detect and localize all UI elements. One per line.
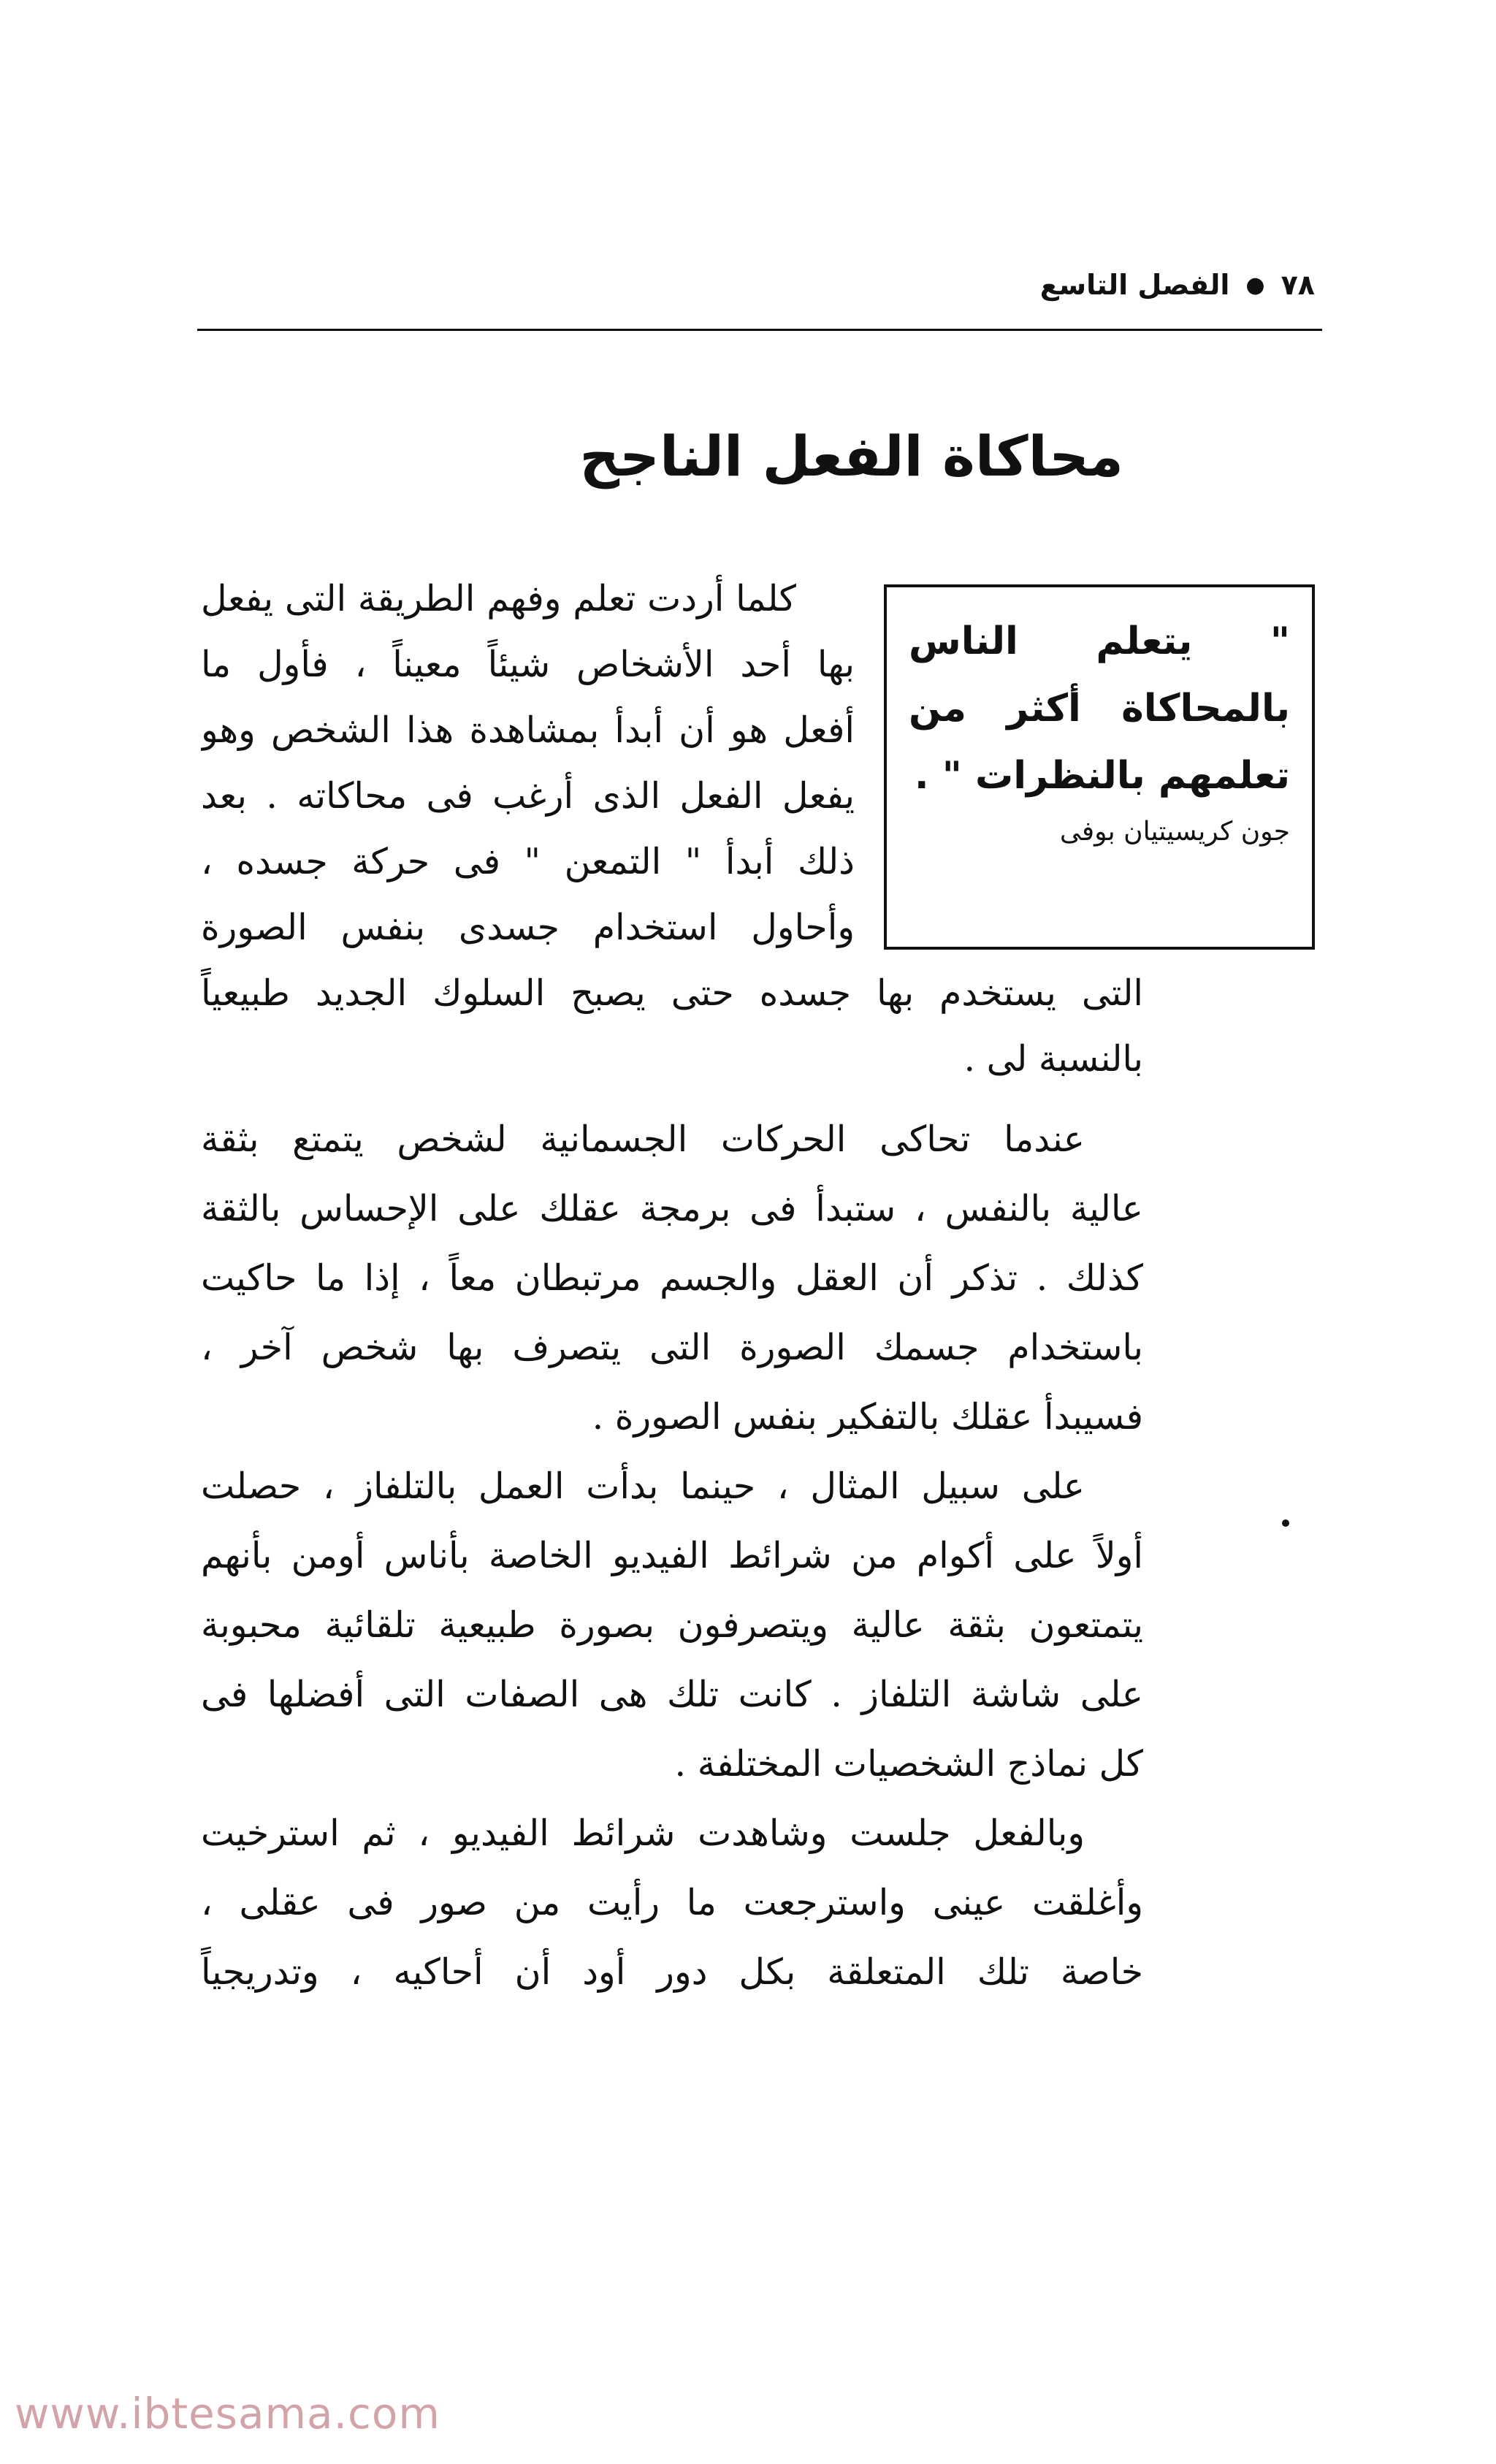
text-line: أولاً على أكوام من شرائط الفيديو الخاصة بأناس أومن بأنهم bbox=[201, 1535, 1143, 1576]
text-line: عالية بالنفس ، ستبدأ فى برمجة عقلك على الإحساس بالثقة bbox=[201, 1188, 1143, 1229]
text-line: عندما تحاكى الحركات الجسمانية لشخص يتمتع بثقة bbox=[201, 1118, 1085, 1160]
text-line: وأغلقت عينى واسترجعت ما رأيت من صور فى عقلى ، bbox=[201, 1882, 1143, 1923]
text-line: كلما أردت تعلم وفهم الطريقة التى يفعل bbox=[201, 578, 796, 619]
watermark: www.ibtesama.com bbox=[15, 2389, 440, 2438]
text-line: على سبيل المثال ، حينما بدأت العمل بالتلفاز ، حصلت bbox=[201, 1465, 1085, 1507]
text-line: بالنسبة لى . bbox=[963, 1038, 1143, 1080]
text-line: ذلك أبدأ " التمعن " فى حركة جسده ، bbox=[201, 841, 855, 882]
text-line: على شاشة التلفاز . كانت تلك هى الصفات التى أفضلها فى bbox=[201, 1674, 1143, 1715]
text-line: كذلك . تذكر أن العقل والجسم مرتبطان معاً ، إذا ما حاكيت bbox=[201, 1257, 1143, 1299]
text-line: خاصة تلك المتعلقة بكل دور أود أن أحاكيه ، وتدريجياً bbox=[201, 1951, 1143, 1993]
margin-dot bbox=[1282, 1519, 1289, 1527]
text-line: باستخدام جسمك الصورة التى يتصرف بها شخص آخر ، bbox=[201, 1327, 1143, 1368]
text-line: التى يستخدم بها جسده حتى يصبح السلوك الجديد طبيعياً bbox=[201, 972, 1143, 1014]
header-content bbox=[1040, 269, 1315, 301]
quote-text: " يتعلم الناس بالمحاكاة أكثر من تعلمهم بالنظرات " . bbox=[909, 619, 1290, 798]
text-line: وأحاول استخدام جسدى بنفس الصورة bbox=[201, 907, 855, 948]
text-line: يفعل الفعل الذى أرغب فى محاكاته . بعد bbox=[201, 775, 855, 817]
header-bullet: ● bbox=[1245, 272, 1265, 298]
text-line: يتمتعون بثقة عالية ويتصرفون بصورة طبيعية تلقائية محبوبة bbox=[201, 1604, 1143, 1646]
quote-box bbox=[884, 584, 1315, 950]
text-line: أفعل هو أن أبدأ بمشاهدة هذا الشخص وهو bbox=[201, 709, 855, 751]
quote-author: جون كريسيتيان بوفى bbox=[1059, 817, 1290, 847]
running-header bbox=[197, 256, 1322, 331]
text-line: وبالفعل جلست وشاهدت شرائط الفيديو ، ثم استرخيت bbox=[201, 1812, 1085, 1854]
text-line: بها أحد الأشخاص شيئاً معيناً ، فأول ما bbox=[201, 644, 855, 685]
section-title: محاكاة الفعل الناجح bbox=[579, 424, 1123, 489]
page-number: ٧٨ bbox=[1281, 269, 1315, 301]
text-line: كل نماذج الشخصيات المختلفة . bbox=[674, 1743, 1143, 1785]
text-line: فسيبدأ عقلك بالتفكير بنفس الصورة . bbox=[592, 1396, 1143, 1438]
chapter-title: الفصل التاسع bbox=[1039, 269, 1230, 301]
